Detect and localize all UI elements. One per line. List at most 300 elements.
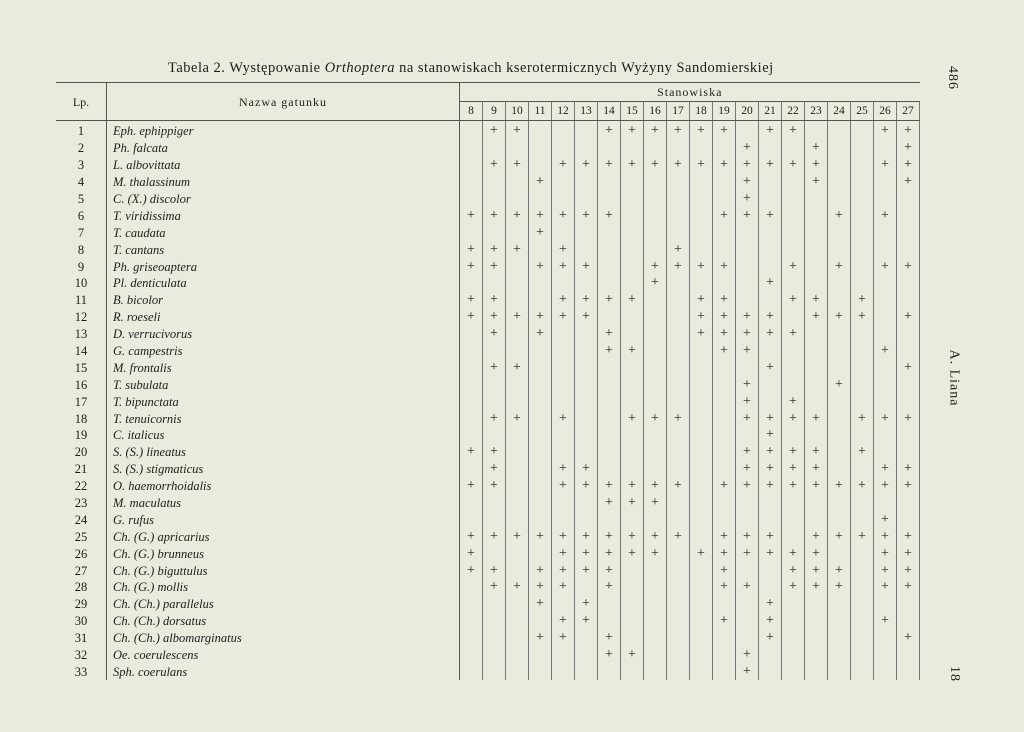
occurrence-cell: + [782, 121, 805, 140]
occurrence-cell [667, 359, 690, 376]
row-number: 23 [56, 495, 107, 512]
species-name: Ch. (G.) biguttulus [107, 562, 460, 579]
occurrence-cell: + [598, 579, 621, 596]
occurrence-cell [736, 121, 759, 140]
occurrence-cell [851, 664, 874, 681]
row-number: 26 [56, 545, 107, 562]
occurrence-cell [782, 427, 805, 444]
occurrence-cell: + [759, 478, 782, 495]
occurrence-cell: + [805, 562, 828, 579]
species-name: T. viridissima [107, 207, 460, 224]
occurrence-cell: + [828, 579, 851, 596]
occurrence-cell [851, 562, 874, 579]
occurrence-cell: + [621, 528, 644, 545]
occurrence-cell [805, 191, 828, 208]
table-row [56, 393, 920, 410]
species-name: T. caudata [107, 224, 460, 241]
occurrence-cell: + [529, 596, 552, 613]
occurrence-cell [713, 393, 736, 410]
occurrence-cell [575, 630, 598, 647]
occurrence-cell: + [483, 121, 506, 140]
occurrence-cell [644, 241, 667, 258]
occurrence-cell [690, 376, 713, 393]
species-name: Oe. coerulescens [107, 647, 460, 664]
occurrence-cell [759, 664, 782, 681]
occurrence-cell [667, 511, 690, 528]
occurrence-cell: + [667, 478, 690, 495]
occurrence-cell [874, 630, 897, 647]
occurrence-cell [713, 359, 736, 376]
occurrence-cell [897, 376, 920, 393]
occurrence-cell [667, 326, 690, 343]
occurrence-cell: + [644, 275, 667, 292]
occurrence-cell [851, 495, 874, 512]
occurrence-cell [851, 275, 874, 292]
occurrence-cell [460, 596, 483, 613]
occurrence-cell [483, 224, 506, 241]
occurrence-cell: + [897, 174, 920, 191]
occurrence-cell: + [782, 461, 805, 478]
row-number: 11 [56, 292, 107, 309]
occurrence-cell: + [713, 326, 736, 343]
occurrence-cell [897, 511, 920, 528]
occurrence-cell: + [690, 326, 713, 343]
occurrence-cell [575, 427, 598, 444]
species-name: M. frontalis [107, 359, 460, 376]
table-row [56, 444, 920, 461]
species-name: C. italicus [107, 427, 460, 444]
row-number: 32 [56, 647, 107, 664]
occurrence-cell [690, 444, 713, 461]
occurrence-cell [667, 495, 690, 512]
occurrence-cell [782, 174, 805, 191]
species-name: M. maculatus [107, 495, 460, 512]
occurrence-cell [506, 393, 529, 410]
occurrence-cell [552, 647, 575, 664]
sheet-number: 18 [947, 666, 962, 682]
occurrence-cell: + [782, 258, 805, 275]
species-name: Ch. (G.) apricarius [107, 528, 460, 545]
occurrence-cell: + [552, 579, 575, 596]
occurrence-cell: + [667, 258, 690, 275]
occurrence-cell: + [644, 495, 667, 512]
occurrence-cell [506, 258, 529, 275]
occurrence-cell [874, 309, 897, 326]
occurrence-cell: + [851, 292, 874, 309]
occurrence-cell [460, 511, 483, 528]
occurrence-cell: + [897, 461, 920, 478]
occurrence-cell [897, 613, 920, 630]
occurrence-cell [874, 326, 897, 343]
occurrence-cell [552, 275, 575, 292]
occurrence-cell [460, 410, 483, 427]
row-number: 30 [56, 613, 107, 630]
species-name: S. (S.) lineatus [107, 444, 460, 461]
table-row [56, 275, 920, 292]
table-row [56, 528, 920, 545]
occurrence-cell: + [552, 157, 575, 174]
occurrence-cell: + [805, 545, 828, 562]
occurrence-cell: + [644, 157, 667, 174]
table-row [56, 562, 920, 579]
occurrence-cell [851, 545, 874, 562]
table-row [56, 545, 920, 562]
header-site: 26 [874, 102, 897, 121]
occurrence-cell: + [759, 444, 782, 461]
row-number: 20 [56, 444, 107, 461]
occurrence-cell [874, 292, 897, 309]
header-site: 27 [897, 102, 920, 121]
header-site: 16 [644, 102, 667, 121]
occurrence-cell [598, 241, 621, 258]
occurrence-cell [460, 275, 483, 292]
occurrence-cell [805, 613, 828, 630]
occurrence-cell [690, 647, 713, 664]
occurrence-cell [782, 376, 805, 393]
occurrence-cell [552, 359, 575, 376]
species-name: Pl. denticulata [107, 275, 460, 292]
occurrence-cell [529, 647, 552, 664]
occurrence-cell [506, 664, 529, 681]
occurrence-cell: + [713, 207, 736, 224]
occurrence-cell [575, 275, 598, 292]
occurrence-cell: + [690, 292, 713, 309]
occurrence-cell: + [782, 579, 805, 596]
species-name: S. (S.) stigmaticus [107, 461, 460, 478]
table-row [56, 191, 920, 208]
occurrence-cell [828, 664, 851, 681]
occurrence-cell: + [897, 478, 920, 495]
occurrence-cell [529, 410, 552, 427]
occurrence-cell [805, 359, 828, 376]
occurrence-cell [621, 461, 644, 478]
occurrence-cell [460, 495, 483, 512]
occurrence-cell [644, 579, 667, 596]
occurrence-cell: + [529, 174, 552, 191]
row-number: 21 [56, 461, 107, 478]
header-site: 14 [598, 102, 621, 121]
occurrence-cell [460, 191, 483, 208]
occurrence-cell [621, 275, 644, 292]
header-site: 19 [713, 102, 736, 121]
occurrence-cell: + [621, 157, 644, 174]
occurrence-cell [460, 647, 483, 664]
occurrence-cell: + [805, 444, 828, 461]
occurrence-cell [644, 140, 667, 157]
occurrence-cell: + [874, 545, 897, 562]
occurrence-cell: + [575, 207, 598, 224]
occurrence-cell [506, 191, 529, 208]
occurrence-cell [575, 241, 598, 258]
occurrence-cell [575, 444, 598, 461]
occurrence-cell: + [598, 207, 621, 224]
occurrence-cell [506, 647, 529, 664]
occurrence-cell [897, 495, 920, 512]
row-number: 15 [56, 359, 107, 376]
occurrence-cell: + [759, 157, 782, 174]
occurrence-cell: + [874, 461, 897, 478]
occurrence-cell: + [874, 157, 897, 174]
occurrence-cell: + [621, 121, 644, 140]
occurrence-cell [644, 444, 667, 461]
occurrence-cell [690, 140, 713, 157]
occurrence-cell [759, 562, 782, 579]
occurrence-cell: + [460, 292, 483, 309]
occurrence-cell: + [529, 326, 552, 343]
occurrence-cell [621, 309, 644, 326]
table-body [56, 121, 920, 681]
occurrence-cell [598, 664, 621, 681]
row-number: 29 [56, 596, 107, 613]
occurrence-cell [575, 511, 598, 528]
occurrence-cell [575, 121, 598, 140]
occurrence-cell: + [483, 528, 506, 545]
occurrence-cell [897, 647, 920, 664]
occurrence-cell [598, 427, 621, 444]
occurrence-cell [621, 191, 644, 208]
occurrence-cell [644, 292, 667, 309]
occurrence-cell: + [575, 258, 598, 275]
occurrence-cell [621, 511, 644, 528]
occurrence-cell [805, 241, 828, 258]
occurrence-cell: + [621, 410, 644, 427]
occurrence-cell [874, 191, 897, 208]
occurrence-cell [598, 613, 621, 630]
occurrence-cell [713, 511, 736, 528]
row-number: 5 [56, 191, 107, 208]
occurrence-cell: + [621, 647, 644, 664]
occurrence-cell [598, 275, 621, 292]
occurrence-cell [598, 393, 621, 410]
occurrence-cell: + [851, 478, 874, 495]
occurrence-cell: + [828, 528, 851, 545]
caption-taxon: Orthoptera [324, 60, 395, 76]
occurrence-cell [897, 596, 920, 613]
occurrence-cell: + [483, 461, 506, 478]
occurrence-cell: + [552, 309, 575, 326]
occurrence-cell: + [874, 511, 897, 528]
occurrence-cell [575, 343, 598, 360]
occurrence-cell: + [828, 562, 851, 579]
occurrence-cell: + [575, 562, 598, 579]
table-row [56, 157, 920, 174]
header-site: 25 [851, 102, 874, 121]
occurrence-cell [782, 191, 805, 208]
occurrence-cell: + [759, 410, 782, 427]
occurrence-cell: + [598, 121, 621, 140]
occurrence-cell [483, 191, 506, 208]
occurrence-cell [644, 461, 667, 478]
occurrence-cell [529, 275, 552, 292]
occurrence-cell [621, 376, 644, 393]
occurrence-cell [506, 376, 529, 393]
occurrence-cell [690, 579, 713, 596]
occurrence-cell [667, 630, 690, 647]
occurrence-cell: + [874, 258, 897, 275]
occurrence-cell [759, 191, 782, 208]
occurrence-cell: + [805, 140, 828, 157]
occurrence-cell [483, 545, 506, 562]
species-name: M. thalassinum [107, 174, 460, 191]
occurrence-cell [644, 630, 667, 647]
occurrence-cell: + [483, 157, 506, 174]
caption-suffix: na stanowiskach kserotermicznych Wyżyny Sandomierskiej [394, 60, 774, 76]
occurrence-cell [598, 410, 621, 427]
occurrence-cell [782, 309, 805, 326]
occurrence-cell [782, 495, 805, 512]
occurrence-cell [506, 444, 529, 461]
occurrence-cell: + [506, 579, 529, 596]
occurrence-cell [506, 495, 529, 512]
occurrence-cell: + [644, 478, 667, 495]
occurrence-cell [598, 376, 621, 393]
occurrence-cell [713, 140, 736, 157]
occurrence-cell [529, 664, 552, 681]
occurrence-cell [552, 511, 575, 528]
occurrence-cell [736, 359, 759, 376]
occurrence-cell: + [897, 309, 920, 326]
occurrence-cell [483, 174, 506, 191]
occurrence-cell [460, 393, 483, 410]
occurrence-cell [644, 596, 667, 613]
header-site: 8 [460, 102, 483, 121]
occurrence-cell [851, 326, 874, 343]
occurrence-cell [828, 630, 851, 647]
occurrence-cell [828, 157, 851, 174]
occurrence-cell [552, 393, 575, 410]
caption-prefix: Tabela 2. Występowanie [168, 60, 325, 76]
occurrence-cell [805, 393, 828, 410]
occurrence-cell: + [736, 174, 759, 191]
occurrence-cell [506, 478, 529, 495]
row-number: 13 [56, 326, 107, 343]
occurrence-cell [529, 376, 552, 393]
occurrence-cell: + [828, 478, 851, 495]
occurrence-cell [506, 174, 529, 191]
occurrence-cell [690, 461, 713, 478]
occurrence-cell [713, 596, 736, 613]
occurrence-cell: + [736, 579, 759, 596]
occurrence-cell [759, 343, 782, 360]
header-site: 10 [506, 102, 529, 121]
occurrence-cell: + [506, 528, 529, 545]
table-row [56, 511, 920, 528]
occurrence-cell [736, 511, 759, 528]
occurrence-cell [621, 207, 644, 224]
occurrence-cell [897, 444, 920, 461]
occurrence-cell [782, 241, 805, 258]
occurrence-cell: + [552, 461, 575, 478]
occurrence-cell: + [874, 562, 897, 579]
occurrence-cell [759, 376, 782, 393]
occurrence-cell [690, 359, 713, 376]
occurrence-cell [552, 495, 575, 512]
occurrence-cell [529, 511, 552, 528]
row-number: 19 [56, 427, 107, 444]
occurrence-cell: + [805, 309, 828, 326]
occurrence-table [56, 82, 920, 680]
occurrence-cell [506, 326, 529, 343]
occurrence-cell [598, 444, 621, 461]
occurrence-cell [805, 630, 828, 647]
occurrence-cell: + [736, 343, 759, 360]
occurrence-cell: + [828, 309, 851, 326]
occurrence-cell [690, 191, 713, 208]
table-row [56, 495, 920, 512]
occurrence-cell [828, 647, 851, 664]
occurrence-cell: + [552, 562, 575, 579]
occurrence-cell [644, 224, 667, 241]
occurrence-cell [736, 275, 759, 292]
row-number: 8 [56, 241, 107, 258]
occurrence-cell [828, 275, 851, 292]
occurrence-cell [575, 326, 598, 343]
occurrence-cell [552, 191, 575, 208]
occurrence-cell: + [552, 545, 575, 562]
occurrence-cell [782, 224, 805, 241]
occurrence-cell [575, 174, 598, 191]
occurrence-cell: + [552, 292, 575, 309]
occurrence-cell [483, 613, 506, 630]
occurrence-cell [667, 343, 690, 360]
occurrence-cell [759, 579, 782, 596]
occurrence-cell: + [897, 157, 920, 174]
header-site: 23 [805, 102, 828, 121]
occurrence-cell: + [667, 121, 690, 140]
occurrence-cell: + [506, 207, 529, 224]
header-site: 20 [736, 102, 759, 121]
occurrence-cell: + [782, 444, 805, 461]
occurrence-cell: + [828, 258, 851, 275]
occurrence-cell [644, 191, 667, 208]
occurrence-cell [575, 410, 598, 427]
occurrence-cell [874, 495, 897, 512]
occurrence-cell [713, 224, 736, 241]
occurrence-cell: + [736, 461, 759, 478]
occurrence-cell [621, 630, 644, 647]
occurrence-cell [460, 376, 483, 393]
occurrence-cell: + [782, 562, 805, 579]
occurrence-cell: + [713, 258, 736, 275]
header-site: 24 [828, 102, 851, 121]
occurrence-cell: + [575, 157, 598, 174]
occurrence-cell [874, 140, 897, 157]
occurrence-cell [506, 292, 529, 309]
occurrence-cell [736, 292, 759, 309]
row-number: 17 [56, 393, 107, 410]
occurrence-cell [575, 579, 598, 596]
species-name: Ch. (Ch.) albomarginatus [107, 630, 460, 647]
occurrence-cell [690, 174, 713, 191]
occurrence-cell [736, 596, 759, 613]
occurrence-cell [874, 275, 897, 292]
occurrence-cell [828, 359, 851, 376]
occurrence-cell [851, 376, 874, 393]
occurrence-cell [805, 258, 828, 275]
occurrence-cell [713, 630, 736, 647]
occurrence-cell [667, 224, 690, 241]
occurrence-cell [759, 241, 782, 258]
occurrence-cell: + [575, 461, 598, 478]
occurrence-cell [575, 393, 598, 410]
occurrence-cell [621, 241, 644, 258]
occurrence-cell: + [759, 613, 782, 630]
occurrence-cell [828, 427, 851, 444]
occurrence-cell [759, 647, 782, 664]
occurrence-cell: + [621, 478, 644, 495]
occurrence-cell [460, 140, 483, 157]
occurrence-cell [644, 359, 667, 376]
